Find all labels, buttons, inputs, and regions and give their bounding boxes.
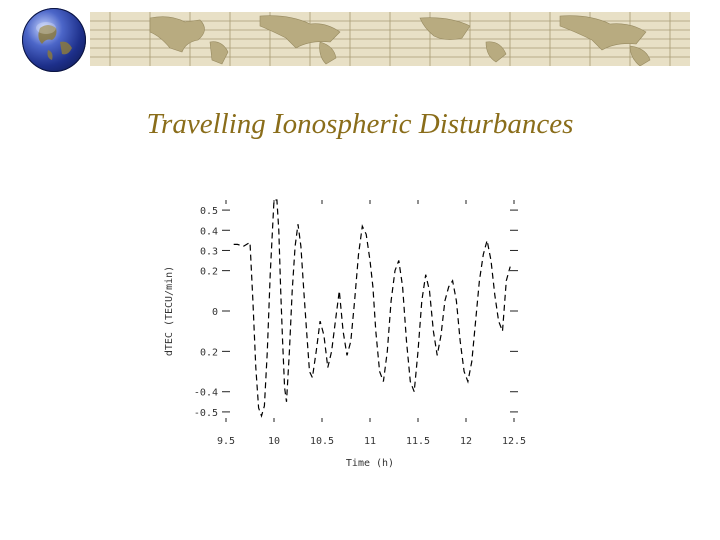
x-tick-label: 11.5 xyxy=(405,436,431,447)
tick-marks xyxy=(222,200,518,422)
y-tick-labels xyxy=(194,206,218,419)
y-tick-label: -0.5 xyxy=(193,407,218,419)
y-tick-label: 0.2 xyxy=(199,266,218,278)
y-tick-label: -0.4 xyxy=(193,387,218,399)
x-tick-label: 12.5 xyxy=(501,436,527,447)
x-axis-label: Time (h) xyxy=(345,458,395,469)
x-tick-label: 10 xyxy=(267,436,281,447)
series-line xyxy=(234,200,511,416)
x-tick-label: 9.5 xyxy=(216,436,236,447)
x-tick-label: 12 xyxy=(459,436,473,447)
y-tick-label: 0.3 xyxy=(199,246,218,258)
x-tick-label: 11 xyxy=(363,436,377,447)
y-tick-label: 0.5 xyxy=(199,206,218,218)
x-tick-labels xyxy=(217,436,526,447)
y-tick-label: 0 xyxy=(211,307,218,318)
y-tick-label: 0.2 xyxy=(199,347,218,359)
x-tick-label: 10.5 xyxy=(309,436,335,447)
slide-title: Travelling Ionospheric Disturbances xyxy=(146,108,574,140)
y-axis-label: dTEC (TECU/min) xyxy=(164,265,175,357)
y-tick-label: 0.4 xyxy=(199,226,218,238)
